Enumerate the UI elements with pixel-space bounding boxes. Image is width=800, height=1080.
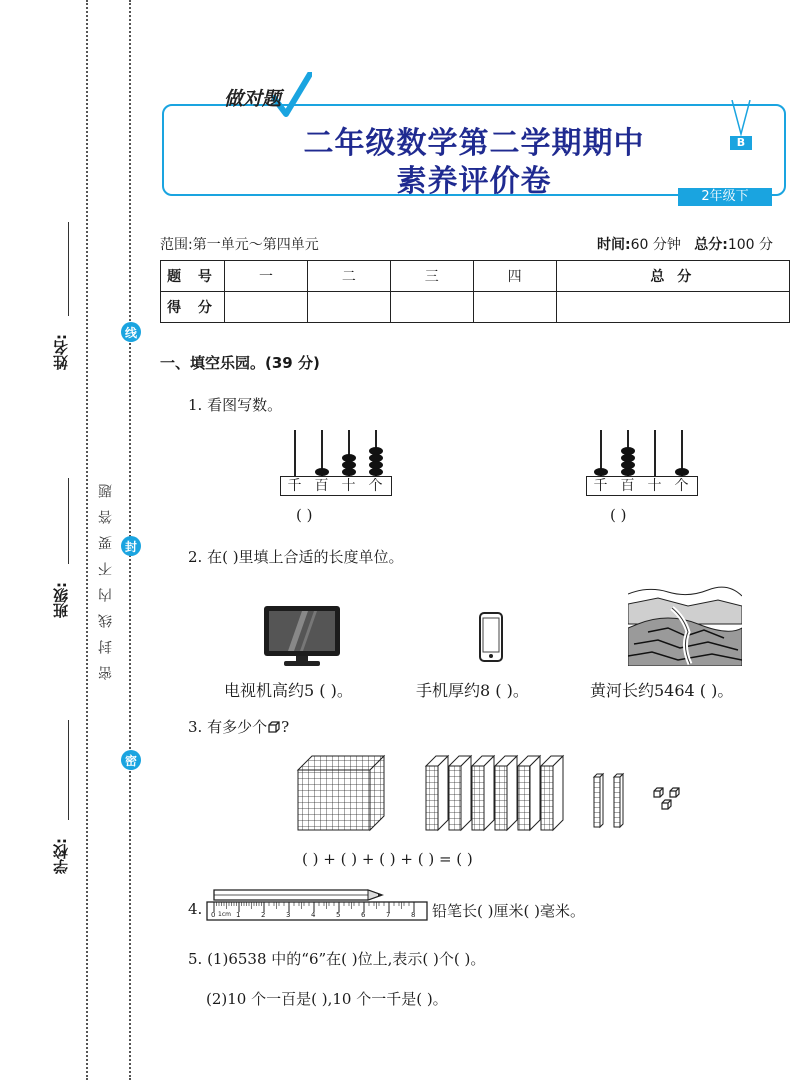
score-header-cell: 二 <box>307 261 390 292</box>
section-title: 一、填空乐园。(39 分) <box>160 354 320 372</box>
score-header-cell: 四 <box>473 261 556 292</box>
q4-number: 4. <box>188 900 203 918</box>
phone-icon <box>479 612 503 662</box>
q2-item-phone: 手机厚约8 ( )。 <box>416 681 529 700</box>
scope-text: 范围:第一单元～第四单元 <box>160 237 319 253</box>
yellow-river-landscape-icon <box>628 584 742 666</box>
time-value: 60 分钟 <box>630 237 681 253</box>
abacus-label: 十 <box>341 478 356 494</box>
score-cell[interactable] <box>390 292 473 323</box>
q2-item-tv: 电视机高约5 ( )。 <box>224 681 353 700</box>
score-header-row <box>161 261 790 292</box>
ruler-tick-label: 4 <box>311 911 316 919</box>
school-line[interactable] <box>68 720 69 820</box>
abacus-label: 千 <box>287 478 302 494</box>
ten-rods-icon <box>592 772 628 830</box>
abacus-2-icon <box>586 428 698 478</box>
ruler-tick-label: 2 <box>261 911 266 919</box>
q5-part2[interactable]: (2)10 个一百是( ),10 个一千是( )。 <box>206 990 448 1008</box>
tv-icon <box>262 604 342 668</box>
q3-prompt <box>188 716 289 737</box>
seal-warning-text: 密封线内不要答题 <box>98 472 114 680</box>
score-header-cell: 一 <box>225 261 308 292</box>
score-header-cell: 总 分 <box>556 261 789 292</box>
q2-prompt: 2. 在( )里填上合适的长度单位。 <box>188 548 404 566</box>
score-cell[interactable] <box>556 292 789 323</box>
ruler-tick-label: 8 <box>411 911 416 919</box>
ruler-tick-label: 0 <box>211 911 216 919</box>
q1-answer-blank-2[interactable]: ( ) <box>610 506 627 524</box>
school-label: 学校: <box>52 838 70 874</box>
seal-seal-badge: 封 <box>121 536 141 556</box>
hundred-flats-icon <box>424 752 568 834</box>
ruler-tick-label: 1 <box>236 911 241 919</box>
ruler-tick-label: 7 <box>386 911 391 919</box>
ruler-unit-label: 1cm <box>218 911 231 918</box>
dotted-fold-line-left <box>86 0 88 1080</box>
class-label: 班级: <box>52 582 70 618</box>
abacus-label: 百 <box>314 478 329 494</box>
q1-answer-blank-1[interactable]: ( ) <box>296 506 313 524</box>
time-label: 时间: <box>597 237 631 253</box>
badge-hanger-icon <box>728 100 754 138</box>
abacus-label: 百 <box>620 478 635 494</box>
brand-logo-text: 做对题 <box>224 88 282 110</box>
q3-prompt-text: 3. 有多少个 <box>188 718 268 736</box>
q5-part1[interactable]: 5. (1)6538 中的“6”在( )位上,表示( )个( )。 <box>188 950 486 968</box>
score-row-label: 得 分 <box>161 292 225 323</box>
score-header-cell: 题 号 <box>161 261 225 292</box>
version-badge: B <box>730 136 752 150</box>
exam-title-line2: 素养评价卷 <box>396 164 552 199</box>
abacus-1-icon <box>280 428 392 478</box>
exam-title-line1: 二年级数学第二学期期中 <box>303 126 645 161</box>
q3-prompt-end: ? <box>281 718 290 736</box>
abacus-label: 十 <box>647 478 662 494</box>
ruler-tick-labels <box>206 911 428 921</box>
q4-text[interactable]: 铅笔长( )厘米( )毫米。 <box>432 902 585 920</box>
name-label: 姓名: <box>52 334 70 370</box>
ruler-tick-label: 6 <box>361 911 366 919</box>
abacus-label: 千 <box>593 478 608 494</box>
q1-prompt: 1. 看图写数。 <box>188 396 283 414</box>
score-cell[interactable] <box>307 292 390 323</box>
thousand-cube-icon <box>296 754 386 832</box>
ruler-tick-label: 3 <box>286 911 291 919</box>
seal-secret-badge: 密 <box>121 750 141 770</box>
time-total <box>597 234 773 254</box>
score-cell[interactable] <box>473 292 556 323</box>
abacus-label: 个 <box>368 478 383 494</box>
q2-item-river: 黄河长约5464 ( )。 <box>590 681 734 700</box>
abacus-1-labels <box>280 476 392 496</box>
unit-cubes-icon <box>652 786 684 814</box>
class-line[interactable] <box>68 478 69 564</box>
score-value-row <box>161 292 790 323</box>
ruler-tick-label: 5 <box>336 911 341 919</box>
total-value: 100 分 <box>727 237 774 253</box>
grade-tag: 2年级下 <box>678 188 772 206</box>
abacus-label: 个 <box>674 478 689 494</box>
total-label: 总分: <box>694 237 728 253</box>
q3-equation[interactable]: ( ) + ( ) + ( ) + ( ) = ( ) <box>302 850 473 868</box>
score-cell[interactable] <box>225 292 308 323</box>
name-line[interactable] <box>68 222 69 316</box>
score-table <box>160 260 790 323</box>
score-header-cell: 三 <box>390 261 473 292</box>
abacus-2-labels <box>586 476 698 496</box>
seal-line-badge: 线 <box>121 322 141 342</box>
unit-cube-icon <box>267 720 281 734</box>
